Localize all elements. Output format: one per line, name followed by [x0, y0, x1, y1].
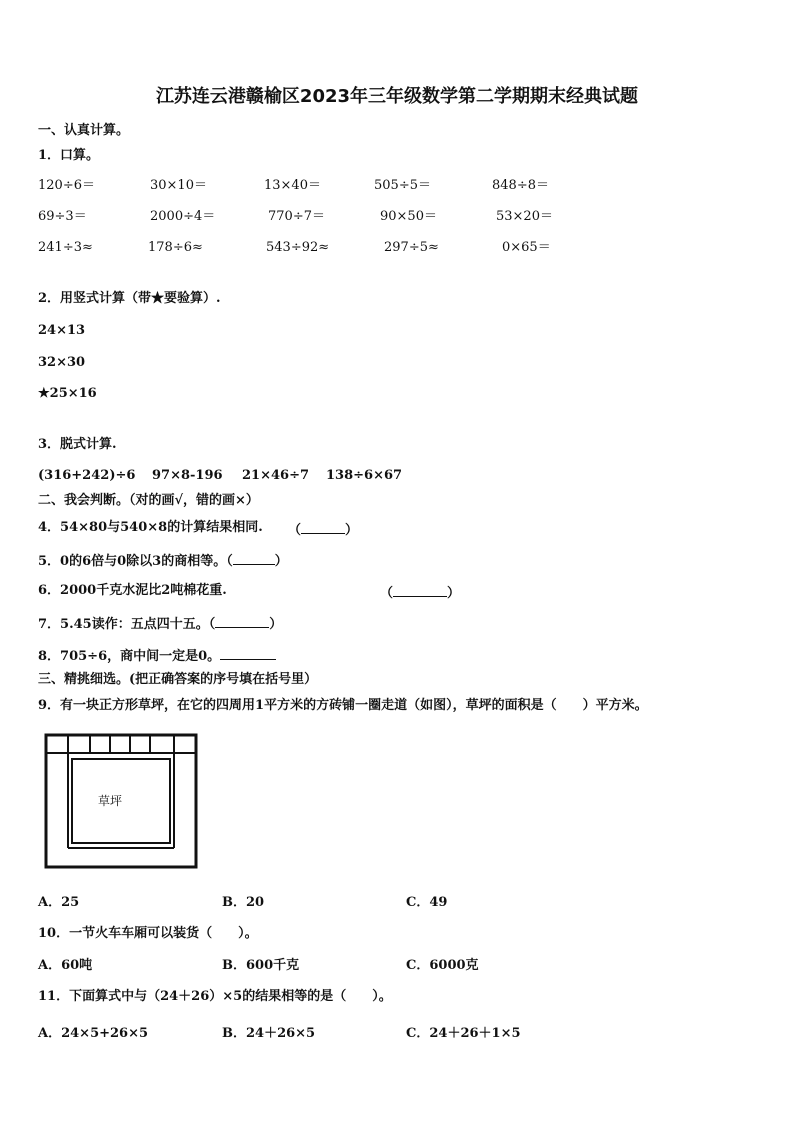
- question-7: [38, 615, 282, 631]
- question-1-label: 1．口算。: [38, 148, 100, 163]
- oral-calc-item: 297÷5≈: [384, 240, 439, 255]
- lawn-label: 草坪: [98, 794, 123, 808]
- oral-calc-item: 69÷3＝: [38, 209, 87, 224]
- paren-close: ）: [345, 523, 359, 538]
- oral-calc-item: 0×65＝: [502, 240, 551, 255]
- answer-blank-7[interactable]: [215, 615, 269, 628]
- answer-blank-8[interactable]: [220, 647, 276, 660]
- oral-calc-item: 770÷7＝: [268, 209, 325, 224]
- oral-calc-item: 13×40＝: [264, 178, 321, 193]
- answer-line[interactable]: [301, 521, 345, 534]
- page-title: 江苏连云港赣榆区2023年三年级数学第二学期期末经典试题: [155, 86, 639, 107]
- oral-calc-item: 2000÷4＝: [150, 209, 216, 224]
- question-5-text: 5．0的6倍与0除以3的商相等。（: [38, 554, 233, 569]
- q10-option-a[interactable]: A．60吨: [38, 958, 93, 973]
- lawn-figure: [44, 733, 200, 869]
- q9-option-b[interactable]: B．20: [222, 895, 265, 910]
- paren-close: ）: [274, 554, 288, 569]
- question-3-label: 3．脱式计算.: [38, 437, 117, 452]
- question-9-text: 9．有一块正方形草坪，在它的四周用1平方米的方砖铺一圈走道（如图），草坪的面积是（ ）平方米。: [38, 698, 648, 713]
- step-calc-item: 21×46÷7: [242, 468, 310, 483]
- paren-open: （: [288, 523, 302, 538]
- oral-calc-item: 120÷6＝: [38, 178, 95, 193]
- oral-calc-item: 241÷3≈: [38, 240, 93, 255]
- section-heading-3: 三、精挑细选。(把正确答案的序号填在括号里）: [38, 672, 318, 687]
- oral-calc-item: 848÷8＝: [492, 178, 549, 193]
- question-7-text: 7．5.45读作：五点四十五。（: [38, 617, 216, 632]
- vertical-calc-item: 32×30: [38, 355, 86, 370]
- vertical-calc-item: ★25×16: [38, 386, 97, 401]
- question-6-text: 6．2000千克水泥比2吨棉花重.: [38, 583, 227, 598]
- q11-option-c[interactable]: C．24＋26＋1×5: [406, 1026, 521, 1041]
- vertical-calc-item: 24×13: [38, 323, 86, 338]
- oral-calc-item: 90×50＝: [380, 209, 437, 224]
- paren-open: （: [380, 586, 394, 601]
- question-8: [38, 647, 276, 663]
- step-calc-item: (316+242)÷6: [38, 468, 136, 483]
- q11-option-b[interactable]: B．24＋26×5: [222, 1026, 316, 1041]
- question-2-label: 2．用竖式计算（带★要验算）.: [38, 291, 221, 306]
- q9-option-c[interactable]: C．49: [406, 895, 448, 910]
- question-4: [38, 521, 263, 534]
- paren-close: ）: [447, 586, 461, 601]
- answer-blank-6[interactable]: [380, 584, 460, 600]
- q10-option-b[interactable]: B．600千克: [222, 958, 300, 973]
- section-heading-2: 二、我会判断。（对的画√，错的画×）: [38, 493, 259, 508]
- section-heading-1: 一、认真计算。: [38, 123, 130, 138]
- oral-calc-item: 53×20＝: [496, 209, 553, 224]
- question-6: [38, 584, 227, 597]
- question-11-text: 11．下面算式中与（24＋26）×5的结果相等的是（ ）。: [38, 989, 392, 1004]
- q11-option-a[interactable]: A．24×5+26×5: [38, 1026, 149, 1041]
- step-calc-item: 138÷6×67: [326, 468, 403, 483]
- question-4-text: 4．54×80与540×8的计算结果相同.: [38, 520, 263, 535]
- paren-close: ）: [269, 617, 283, 632]
- answer-blank-5[interactable]: [233, 552, 275, 565]
- oral-calc-item: 505÷5＝: [374, 178, 431, 193]
- step-calc-item: 97×8-196: [152, 468, 223, 483]
- answer-line[interactable]: [393, 584, 447, 597]
- q9-option-a[interactable]: A．25: [38, 895, 80, 910]
- q10-option-c[interactable]: C．6000克: [406, 958, 479, 973]
- question-5: [38, 552, 288, 568]
- oral-calc-item: 30×10＝: [150, 178, 207, 193]
- answer-blank-4[interactable]: [288, 521, 358, 537]
- oral-calc-item: 178÷6≈: [148, 240, 203, 255]
- question-8-text: 8．705÷6，商中间一定是0。: [38, 649, 221, 664]
- question-10-text: 10．一节火车车厢可以装货（ ）。: [38, 926, 258, 941]
- oral-calc-item: 543÷92≈: [266, 240, 330, 255]
